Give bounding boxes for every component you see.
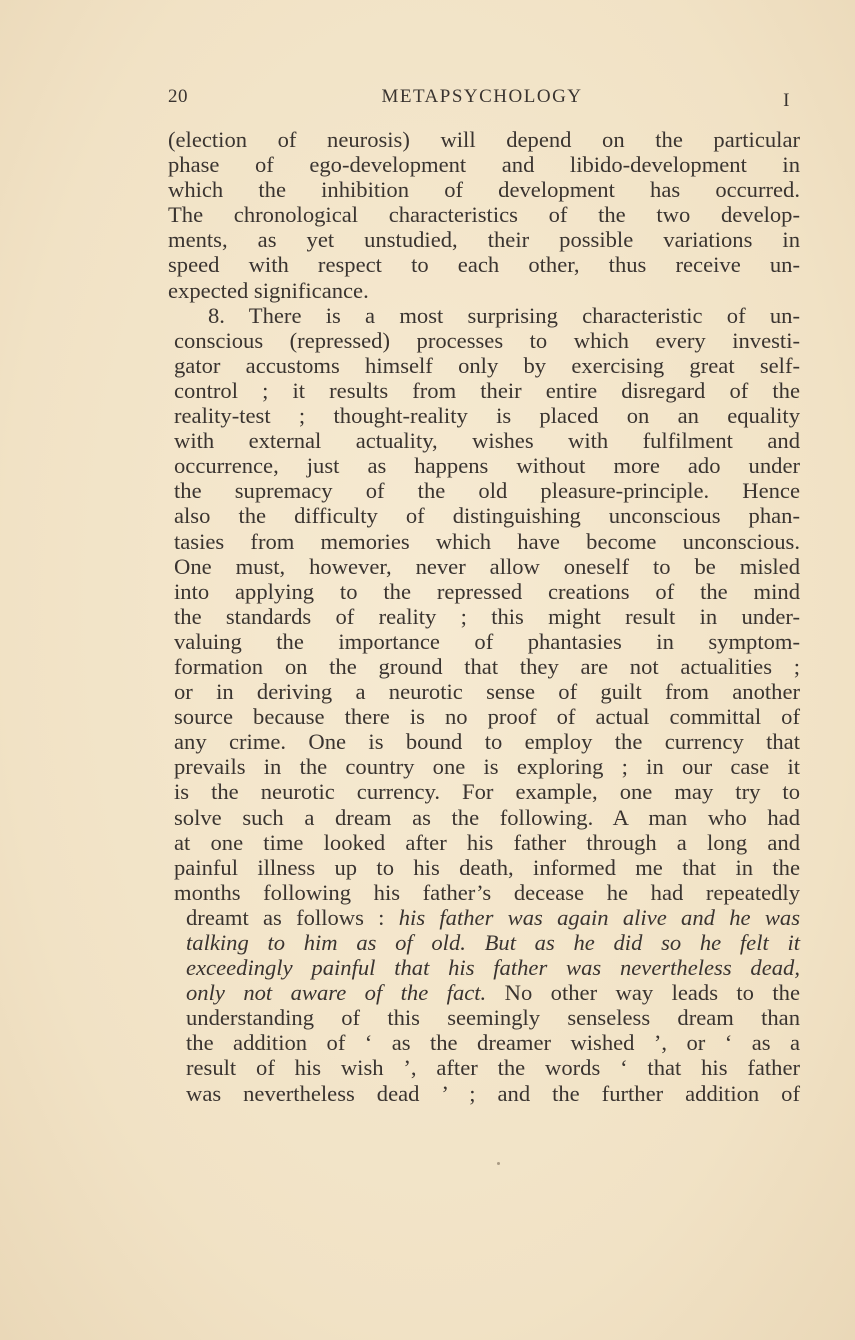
text-line: formation on the ground that they are not actualities ; [174, 653, 800, 679]
roman-run: No other way leads to the [486, 980, 800, 1006]
text-line: control ; it results from their entire disregard of the [174, 377, 800, 403]
text-line: with external actuality, wishes with fulfilment and [174, 428, 800, 454]
text-line: phase of ego-development and libido-development in [168, 152, 800, 178]
text-line: understanding of this seemingly senseless dream than [186, 1005, 800, 1031]
paper-speck [497, 1162, 500, 1165]
italic-run: exceedingly painful that his father was nevertheless dead, [186, 955, 800, 981]
page-number: 20 [168, 86, 188, 107]
text-line: also the difficulty of distinguishing unconscious phan- [174, 503, 800, 529]
text-line: speed with respect to each other, thus receive un- [168, 252, 800, 278]
text-line: the addition of ‘ as the dreamer wished ’, or ‘ as a [186, 1030, 800, 1056]
text-line: the supremacy of the old pleasure-principle. Hence [174, 478, 800, 504]
text-line: result of his wish ’, after the words ‘ that his father [186, 1055, 800, 1081]
text-line: occurrence, just as happens without more ado under [174, 453, 800, 479]
text-line: at one time looked after his father through a long and [174, 829, 800, 855]
text-line: source because there is no proof of actual committal of [174, 704, 800, 730]
text-line-italic [168, 955, 800, 980]
text-line-mixed [168, 980, 800, 1005]
text-line: expected significance. [168, 277, 369, 303]
text-line: The chronological characteristics of the two develop- [168, 202, 800, 228]
text-line: or in deriving a neurotic sense of guilt from another [174, 679, 800, 705]
body-text [168, 127, 800, 1106]
running-title: METAPSYCHOLOGY [381, 86, 583, 107]
italic-run: But as he did so he felt it [484, 930, 801, 955]
text-line: any crime. One is bound to employ the currency that [174, 729, 800, 755]
text-line: painful illness up to his death, informed me that in the [174, 854, 800, 880]
text-line: reality-test ; thought-reality is placed on an equality [174, 403, 800, 429]
text-line-italic [168, 930, 800, 955]
paragraph-start-line: 8. There is a most surprising characteristic of un- [208, 302, 800, 328]
text-line: prevails in the country one is exploring ; in our case it [174, 754, 800, 780]
italic-run: talking to him as of old. [186, 930, 466, 955]
text-line: valuing the importance of phantasies in symptom- [174, 628, 800, 654]
text-line: ments, as yet unstudied, their possible variations in [168, 227, 800, 253]
text-line: (election of neurosis) will depend on the particular [168, 127, 800, 152]
text-line: the standards of reality ; this might result in under- [174, 603, 800, 629]
text-line: into applying to the repressed creations of the mind [174, 578, 800, 604]
text-line: was nevertheless dead ’ ; and the further addition of [186, 1080, 800, 1106]
text-line: One must, however, never allow oneself to be misled [174, 553, 800, 579]
text-line: gator accustoms himself only by exercising great self- [174, 352, 800, 378]
text-line-mixed [168, 905, 800, 930]
text-line: is the neurotic currency. For example, one may try to [174, 779, 800, 805]
text-line: conscious (repressed) processes to which every investi- [174, 327, 800, 353]
italic-run: only not aware of the fact. [186, 980, 487, 1006]
text-line: months following his father’s decease he had repeatedly [174, 879, 800, 905]
text-line: which the inhibition of development has occurred. [168, 177, 800, 203]
roman-run: dreamt as follows : [186, 904, 399, 930]
text-line: solve such a dream as the following. A man who had [174, 804, 800, 830]
chapter-number: I [783, 90, 790, 111]
running-head [168, 86, 796, 116]
text-line: tasies from memories which have become unconscious. [174, 528, 800, 554]
italic-run: his father was again alive and he was [398, 904, 800, 930]
